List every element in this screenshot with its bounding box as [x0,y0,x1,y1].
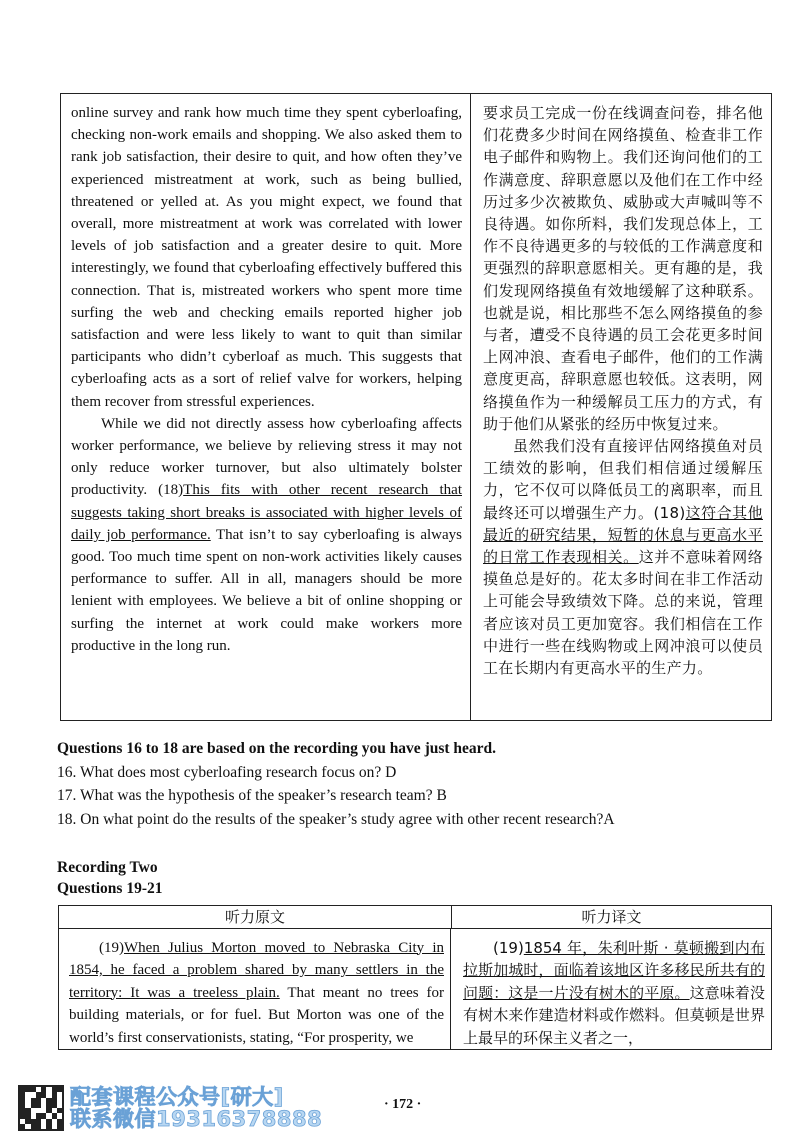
chinese-paragraph-2 [483,435,763,679]
chinese-paragraph-1 [483,102,763,435]
english-paragraph-1 [71,102,462,413]
table-body-row [59,929,771,1050]
transcript-table [60,93,772,721]
header-original: 听力原文 [59,906,452,928]
text-segment: (19) [493,938,524,957]
watermark [18,1085,322,1131]
text-segment: 这并不意味着网络摸鱼总是好的。花太多时间在非工作活动上可能会导致绩效下降。总的来说，管理者应该对员工更加宽容。我们相信在工作中进行一些在线购物或上网冲浪可以使员工在长期内有更高水平的生产力。 [483,548,763,678]
recording-two-subtitle: Questions 19-21 [57,880,163,897]
english-transcript-column [61,94,471,720]
recording-two-english-paragraph [69,937,444,1050]
table-header-row [59,906,771,929]
recording-two-chinese [451,929,771,1050]
underlined-answer-text: This fits with other recent research that suggests taking short breaks is associated with higher levels of daily job performance. [71,482,462,543]
watermark-text [70,1086,322,1130]
recording-two-heading [57,857,163,899]
page-number: · 172 · [384,1097,422,1112]
text-segment: 虽然我们没有直接评估网络摸鱼对员工绩效的影响，但我们相信通过缓解压力，它不仅可以降低员工的离职率，而且最终还可以增强生产力。(18) [483,437,763,522]
recording-two-english [59,929,451,1050]
text-segment: online survey and rank how much time they spent cyberloafing, checking non-work emails and shopping. We also asked them to rank job satisfaction, their desire to quit, and how often they’ve experienced mistreatment at work, such as being bullied, threatened or yelled at. As you might expect, we found that overall, more mistreatment at work was correlated with lower levels of job satisfaction and a greater desire to quit. More interestingly, we found that cyberloafing effectively buffered this connection. That is, mistreated workers who spent more time surfing the web and checking emails reported higher job satisfaction and were less likely to want to quit than similar participants who didn’t cyberloaf as much. This suggests that cyberloafing acts as a sort of relief valve for workers, helping them recover from stressful experiences. [71,105,462,410]
text-segment: (19) [99,939,124,956]
recording-two-table [58,905,772,1050]
underlined-answer-text: When Julius Morton moved to Nebraska City in 1854, he faced a problem shared by many settlers in the territory: It was a treeless plain. [69,939,444,1001]
text-segment: That isn’t to say cyberloafing is always good. Too much time spent on non-work activities likely causes performance to suffer. All in all, managers should be more lenient with employees. We believe a bit of online shopping or surfing the internet at work could make workers more productive in the long run. [71,526,462,654]
underlined-answer-text: 1854 年，朱利叶斯 · 莫顿搬到内布拉斯加城时，面临着该地区许多移民所共有的问题：这是一片没有树木的平原。 [463,938,765,1002]
chinese-translation-column [471,94,771,720]
underlined-answer-text: 这符合其他最近的研究结果，短暂的休息与更高水平的日常工作表现相关。 [483,503,763,567]
questions-section [57,737,777,831]
watermark-line-1: 配套课程公众号[研大] [70,1085,284,1109]
watermark-line-2: 联系微信19316378888 [70,1107,323,1131]
text-segment: That meant no trees for building materials, or for fuel. But Morton was one of the world’s first conservationists, stating, “For prosperity, we [69,984,444,1046]
recording-two-chinese-paragraph [463,937,765,1050]
text-segment: 这意味着没有树木来作建造材料或作燃料。但莫顿是世界上最早的环保主义者之一， [463,983,765,1047]
text-segment: While we did not directly assess how cyberloafing affects worker performance, we believe by relieving stress it may not only reduce worker turnover, but also ultimately bolster productivity. (18) [71,415,462,499]
header-translation: 听力译文 [581,908,642,927]
question-16: 16. What does most cyberloafing research focus on? D [57,763,397,781]
english-paragraph-2 [71,413,462,657]
qr-code-icon [18,1085,64,1131]
recording-two-title: Recording Two [57,859,158,876]
text-segment: 要求员工完成一份在线调查问卷，排名他们花费多少时间在网络摸鱼、检查非工作电子邮件和购物上。我们还询问他们的工作满意度、辞职意愿以及他们在工作中经历过多少次被欺负、威胁或大声喊叫等不良待遇。如你所料，我们发现总体上，工作不良待遇更多的与较低的工作满意度和更强烈的辞职意愿相关。更有趣的是，我们发现网络摸鱼有效地缓解了这种联系。也就是说，相比那些不怎么网络摸鱼的参与者，遭受不良待遇的员工会花更多时间上网冲浪、查看电子邮件，他们的工作满意度更高，辞职意愿也较低。这表明，网络摸鱼作为一种缓解员工压力的方式，有助于他们从紧张的经历中恢复过来。 [483,104,763,433]
question-17: 17. What was the hypothesis of the speaker’s research team? B [57,787,447,804]
questions-heading: Questions 16 to 18 are based on the recording you have just heard. [57,740,497,757]
question-18: 18. On what point do the results of the speaker’s study agree with other recent research?A [57,810,615,828]
